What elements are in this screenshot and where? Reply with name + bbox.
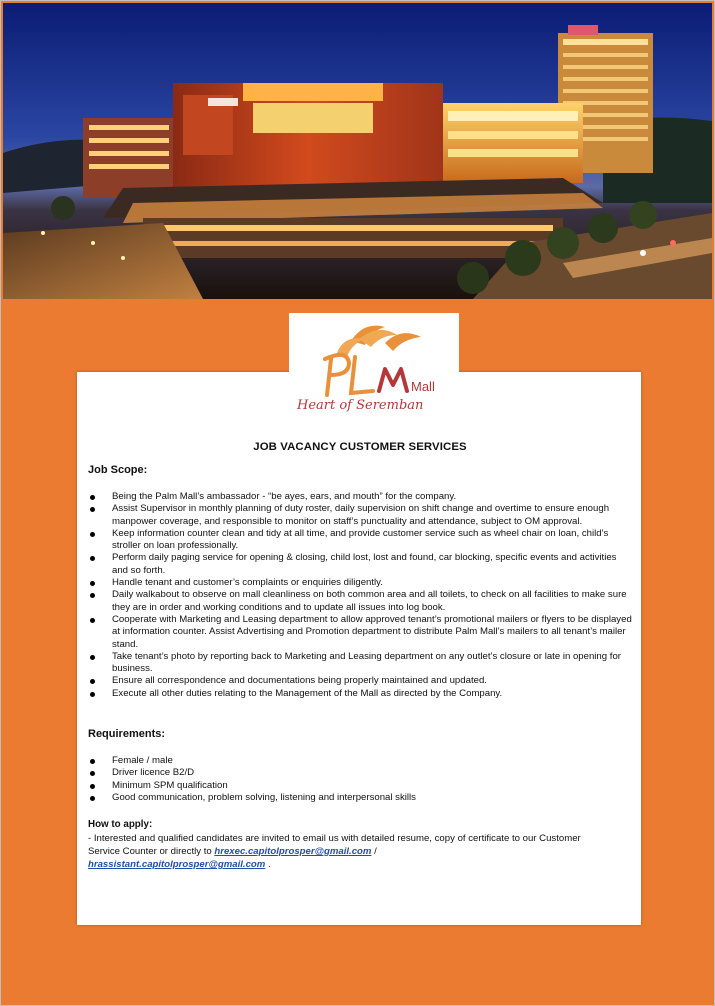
job-scope-heading: Job Scope: [88,464,148,476]
list-item: Female / male [88,755,632,767]
mall-night-photo [3,3,712,299]
bullet-icon [90,771,95,776]
bullet-icon [90,784,95,789]
bullet-icon [90,618,95,623]
requirements-heading: Requirements: [88,728,166,740]
list-item: Being the Palm Mall’s ambassador - “be ayes, ears, and mouth” for the company. [88,491,632,503]
list-item: Keep information counter clean and tidy at all time, and provide customer service such as wheel chair on loan, child’s stroller on loan professionally. [88,528,632,553]
bullet-icon [90,692,95,697]
list-item: Cooperate with Marketing and Leasing department to allow approved tenant’s promotional mailers or flyers to be displayed at information counter. Assist Advertising and Promotion department to distribute Palm Mall’s mailers to all tenant’s mailer stand. [88,614,632,651]
bullet-icon [90,495,95,500]
email-link-hrassistant[interactable]: hrassistant.capitolprosper@gmail.com [88,859,266,870]
list-item: Good communication, problem solving, listening and interpersonal skills [88,792,632,804]
bullet-icon [90,759,95,764]
list-item: Take tenant’s photo by reporting back to Marketing and Leasing department on any outlet’s closure or late in opening for business. [88,651,632,676]
list-item: Perform daily paging service for opening & closing, child lost, lost and found, car blocking, specific events and activities and so forth. [88,552,632,577]
logo-brand-text: Mall [411,379,435,394]
list-item: Minimum SPM qualification [88,780,632,792]
email-link-hrexec[interactable]: hrexec.capitolprosper@gmail.com [214,846,372,857]
bullet-icon [90,655,95,660]
how-to-apply-heading: How to apply: [88,819,153,830]
bullet-icon [90,796,95,801]
mall-night-photo-illustration [3,3,712,299]
logo-tagline: Heart of Seremban [297,398,424,413]
job-vacancy-card [77,372,641,925]
list-item: Execute all other duties relating to the Management of the Mall as directed by the Company. [88,688,632,700]
list-item: Handle tenant and customer’s complaints or enquiries diligently. [88,577,632,589]
list-item: Ensure all correspondence and documentations being properly maintained and updated. [88,675,632,687]
requirements-list [88,755,632,804]
bullet-icon [90,581,95,586]
document-title: JOB VACANCY CUSTOMER SERVICES [253,441,467,453]
bullet-icon [90,556,95,561]
palm-tree-icon [289,313,459,413]
list-item: Assist Supervisor in monthly planning of duty roster, daily supervision on shift change and overtime to ensure enough manpower coverage, and responsible to monitor on staff’s punctuality and attendance, subject to OM approval. [88,503,632,528]
list-item: Daily walkabout to observe on mall cleanliness on both common area and all toilets, to check on all facilities to make sure they are in order and working conditions and to update all issues into log book. [88,589,632,614]
palm-mall-logo [289,313,459,413]
how-to-apply-text: - Interested and qualified candidates are invited to email us with detailed resume, copy of certificate to our Customer Service Counter or directly to hrexec.capitolprosper@gmail.com / hrassistant.capitolprosper@gmail.com . [88,833,581,870]
bullet-icon [90,532,95,537]
bullet-icon [90,507,95,512]
bullet-icon [90,593,95,598]
list-item: Driver licence B2/D [88,767,632,779]
bullet-icon [90,679,95,684]
job-scope-list [88,491,632,700]
